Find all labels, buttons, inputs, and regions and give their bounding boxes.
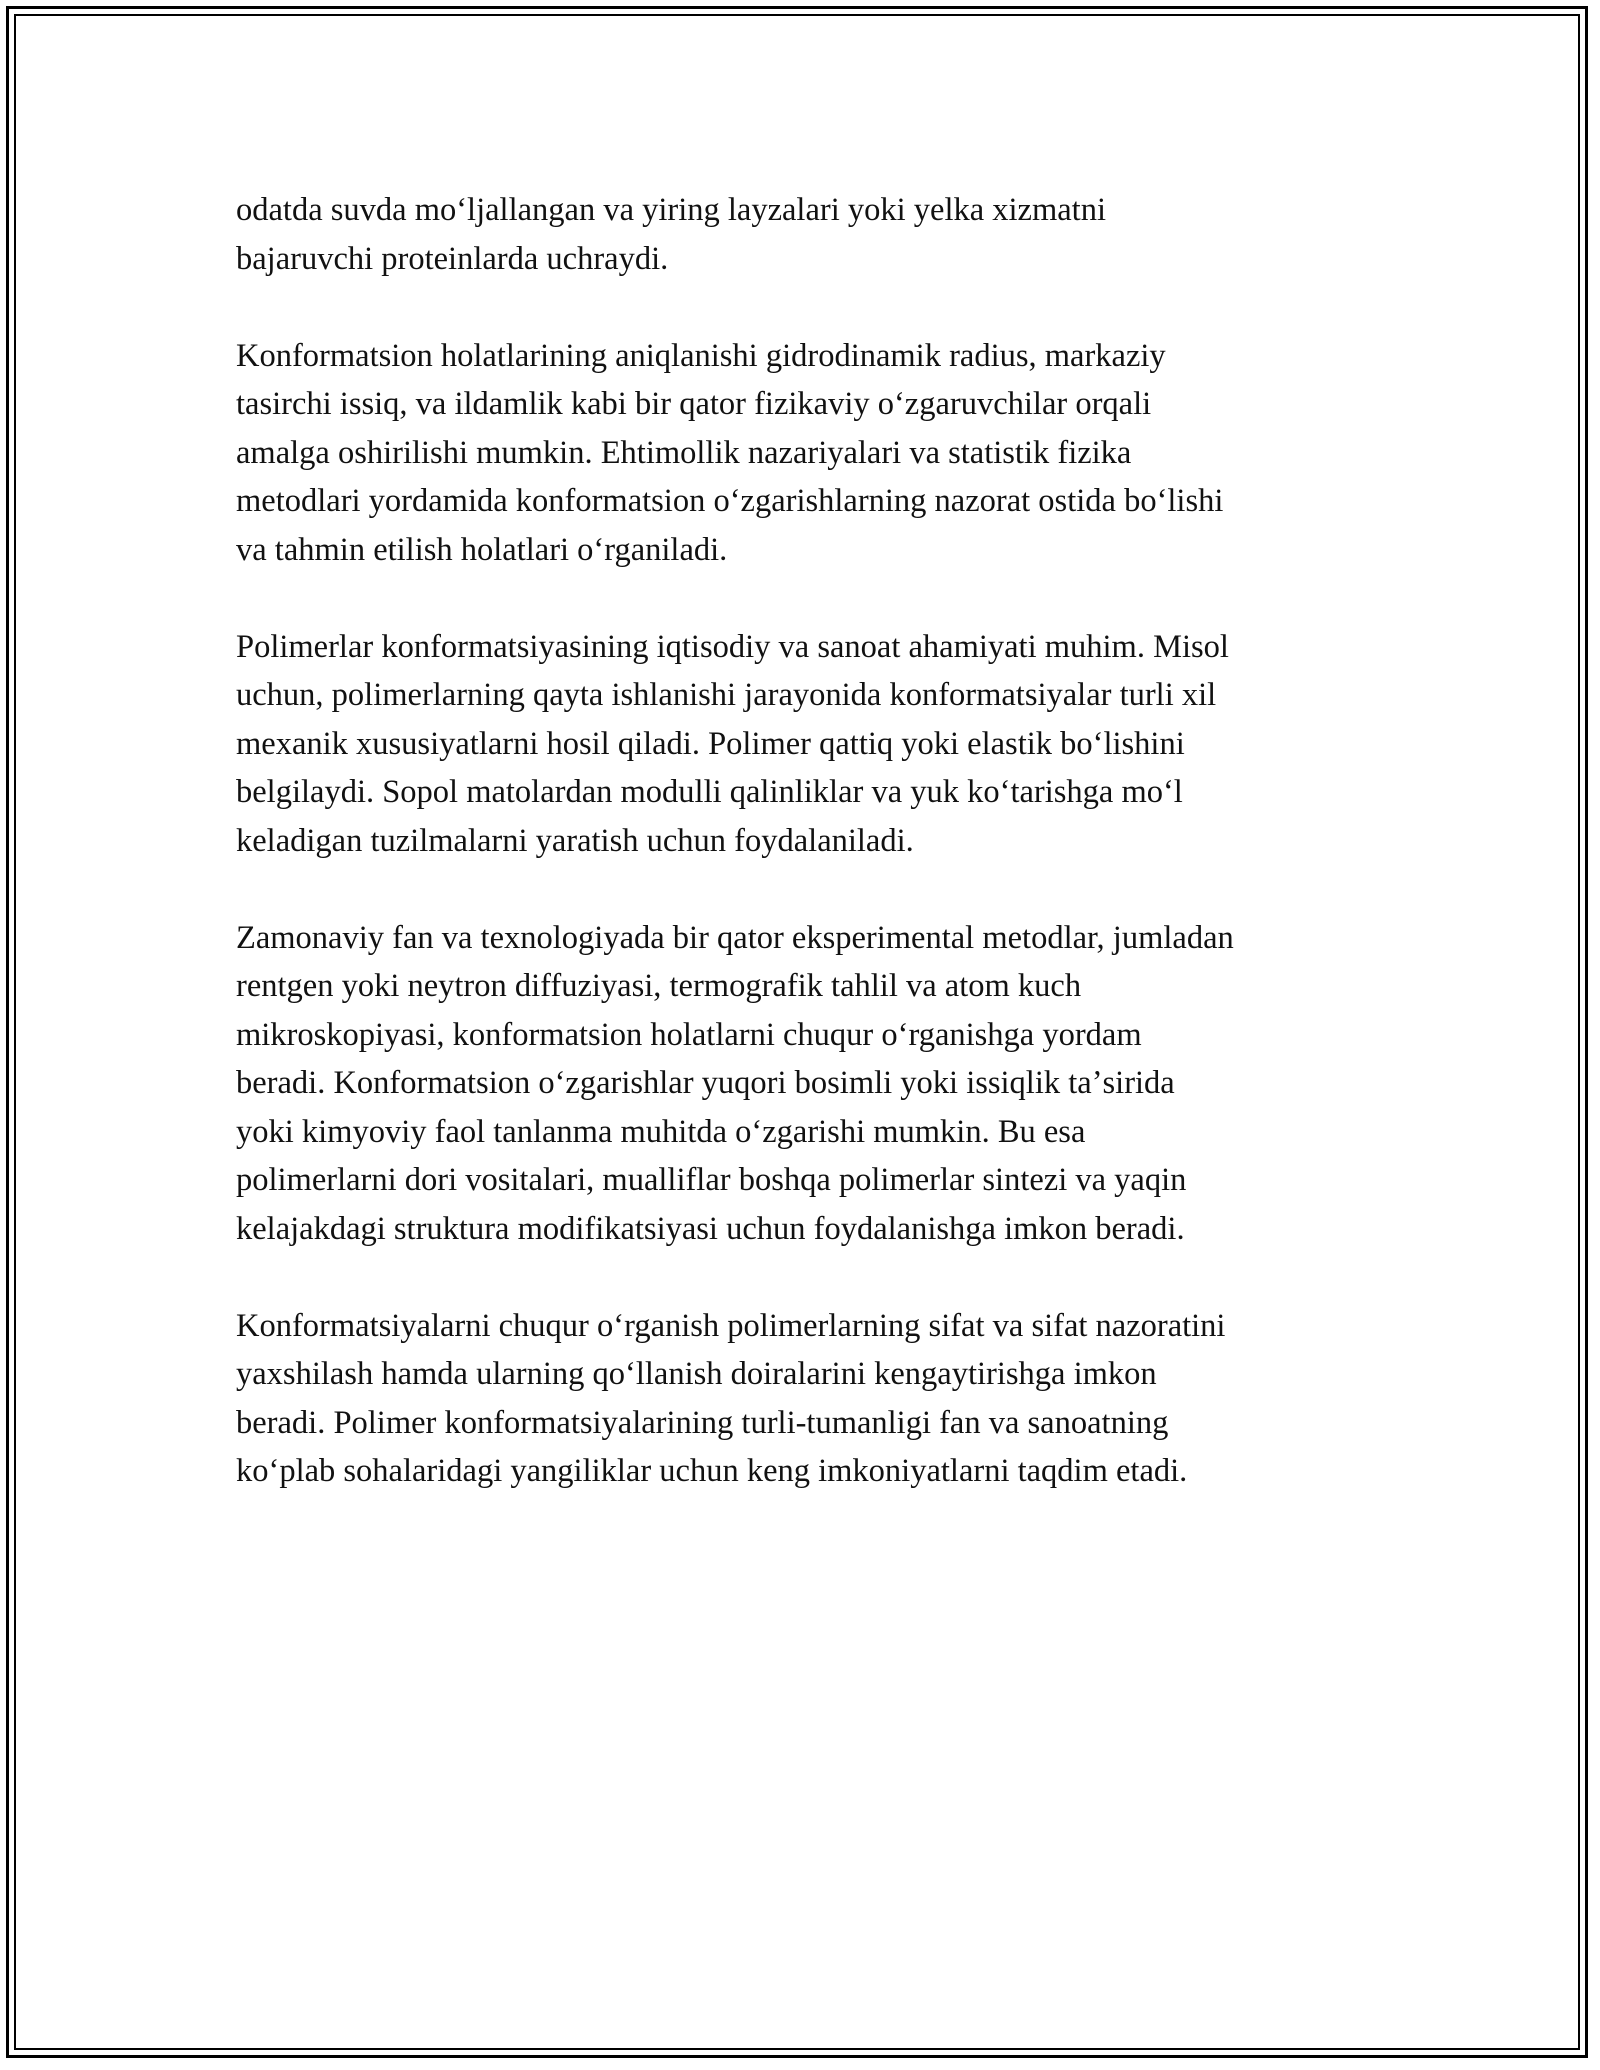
paragraph-1: odatda suvda moʻljallangan va yiring layzalari yoki yelka xizmatni bajaruvchi proteinlarda uchraydi. bbox=[236, 192, 1106, 277]
paragraph-2: Konformatsion holatlarining aniqlanishi gidrodinamik radius, markaziy tasirchi issiq, va ildamlik kabi bir qator fizikaviy oʻzgaruvchilar orqali amalga oshirilishi mumkin. Ehtimollik nazariyalari va statistik fizika metodlari yordamida konformatsion oʻzgarishlarning nazorat ostida boʻlishi va tahmin etilish holatlari oʻrganiladi. bbox=[236, 337, 1224, 568]
paragraph-3: Polimerlar konformatsiyasining iqtisodiy va sanoat ahamiyati muhim. Misol uchun, polimerlarning qayta ishlanishi jarayonida konformatsiyalar turli xil mexanik xususiyatlarni hosil qiladi. Polimer qattiq yoki elastik boʻlishini belgilaydi. Sopol matolardan modulli qalinliklar va yuk koʻtarishga moʻl keladigan tuzilmalarni yaratish uchun foydalaniladi. bbox=[236, 628, 1229, 859]
paragraph-5: Konformatsiyalarni chuqur oʻrganish polimerlarning sifat va sifat nazoratini yaxshilash hamda ularning qoʻllanish doiralarini kengaytirishga imkon beradi. Polimer konformatsiyalarining turli-tumanligi fan va sanoatning koʻplab sohalaridagi yangiliklar uchun keng imkoniyatlarni taqdim etadi. bbox=[236, 1307, 1226, 1489]
paragraph-4: Zamonaviy fan va texnologiyada bir qator eksperimental metodlar, jumladan rentgen yoki neytron diffuziyasi, termografik tahlil va atom kuch mikroskopiyasi, konformatsion holatlarni chuqur oʻrganishga yordam beradi. Konformatsion oʻzgarishlar yuqori bosimli yoki issiqlik taʼsirida yoki kimyoviy faol tanlanma muhitda oʻzgarishi mumkin. Bu esa polimerlarni dori vositalari, mualliflar boshqa polimerlar sintezi va yaqin kelajakdagi struktura modifikatsiyasi uchun foydalanishga imkon beradi. bbox=[236, 919, 1234, 1247]
document-body bbox=[236, 186, 1376, 1544]
